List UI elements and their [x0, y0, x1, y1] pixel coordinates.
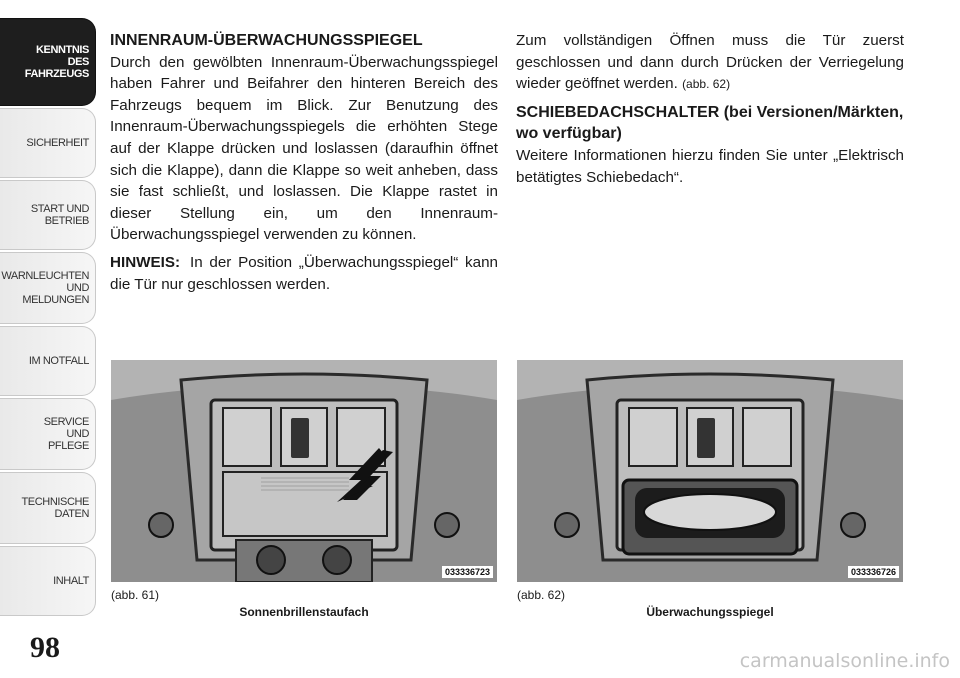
tab-kenntnis-des-fahrzeugs[interactable]: [0, 18, 96, 106]
figure-illustration: [517, 360, 903, 582]
tab-inhalt[interactable]: [0, 546, 96, 616]
figure-illustration: [111, 360, 497, 582]
figure-sunglass-bin: [111, 360, 497, 582]
note-label: HINWEIS:: [110, 253, 181, 271]
tab-service-und-pflege[interactable]: [0, 398, 96, 470]
note-text: In der Position „Überwachungsspiegel“ kann die Tür nur geschlossen werden.: [110, 253, 498, 293]
tab-label: SICHERHEIT: [26, 137, 89, 149]
left-column: [110, 30, 498, 301]
tab-label: INHALT: [53, 575, 89, 587]
body-paragraph: Weitere Informationen hierzu finden Sie unter „Elektrisch betätigtes Schiebedach“.: [516, 146, 904, 186]
body-paragraph: [516, 30, 904, 96]
watermark: carmanualsonline.info: [739, 650, 950, 672]
figure-ref: (abb. 62): [682, 77, 731, 92]
figure-code: 033336726: [848, 566, 899, 578]
paragraph-text: Zum vollständigen Öffnen muss die Tür zuerst geschlossen und dann durch Drücken der Verriegelung wieder geöffnet werden.: [516, 32, 904, 93]
tab-sicherheit[interactable]: [0, 108, 96, 178]
body-paragraph: Durch den gewölbten Innenraum-Überwachungsspiegel haben Fahrer und Beifahrer den hinteren Bereich des Fahrzeugs bequem im Blick. Zur Benutzung des Innenraum-Überwachungsspiegels die erhöhten Stege auf der Klappe drücken und loslassen (daraufhin öffnet sich die Klappe), dann die Klappe so weit anheben, dass sie fast schließt, und loslassen. Die Klappe rastet in dieser Stellung ein, um den Innenraum-Überwachungsspiegel verwenden zu können.: [110, 53, 498, 244]
tab-label: IM NOTFALL: [28, 355, 89, 367]
section-heading: INNENRAUM-ÜBERWACHUNGSSPIEGEL: [110, 32, 423, 49]
page-number: 98: [30, 631, 60, 664]
tab-label: SERVICE UND PFLEGE: [43, 416, 89, 452]
tab-label: START UND BETRIEB: [30, 203, 89, 227]
right-column: [516, 30, 904, 194]
tab-start-und-betrieb[interactable]: [0, 180, 96, 250]
figure-ref: (abb. 62): [517, 588, 566, 602]
tab-im-notfall[interactable]: [0, 326, 96, 396]
tab-label: WARNLEUCHTEN UND MELDUNGEN: [1, 270, 89, 306]
figure-ref: (abb. 61): [111, 588, 160, 602]
section-heading: SCHIEBEDACHSCHALTER (bei Versionen/Märkten, wo verfügbar): [516, 103, 904, 143]
figure-caption: Sonnenbrillenstaufach: [239, 605, 369, 619]
note-paragraph: [110, 252, 498, 295]
chapter-sidebar: [0, 0, 98, 678]
tab-warnleuchten-und-meldungen[interactable]: [0, 252, 96, 324]
figure-caption: Überwachungsspiegel: [646, 605, 774, 619]
figure-conversation-mirror: [517, 360, 903, 582]
tab-label: KENNTNIS DES FAHRZEUGS: [24, 44, 89, 80]
tab-label: TECHNISCHE DATEN: [21, 496, 89, 520]
tab-technische-daten[interactable]: [0, 472, 96, 544]
figure-code: 033336723: [442, 566, 493, 578]
